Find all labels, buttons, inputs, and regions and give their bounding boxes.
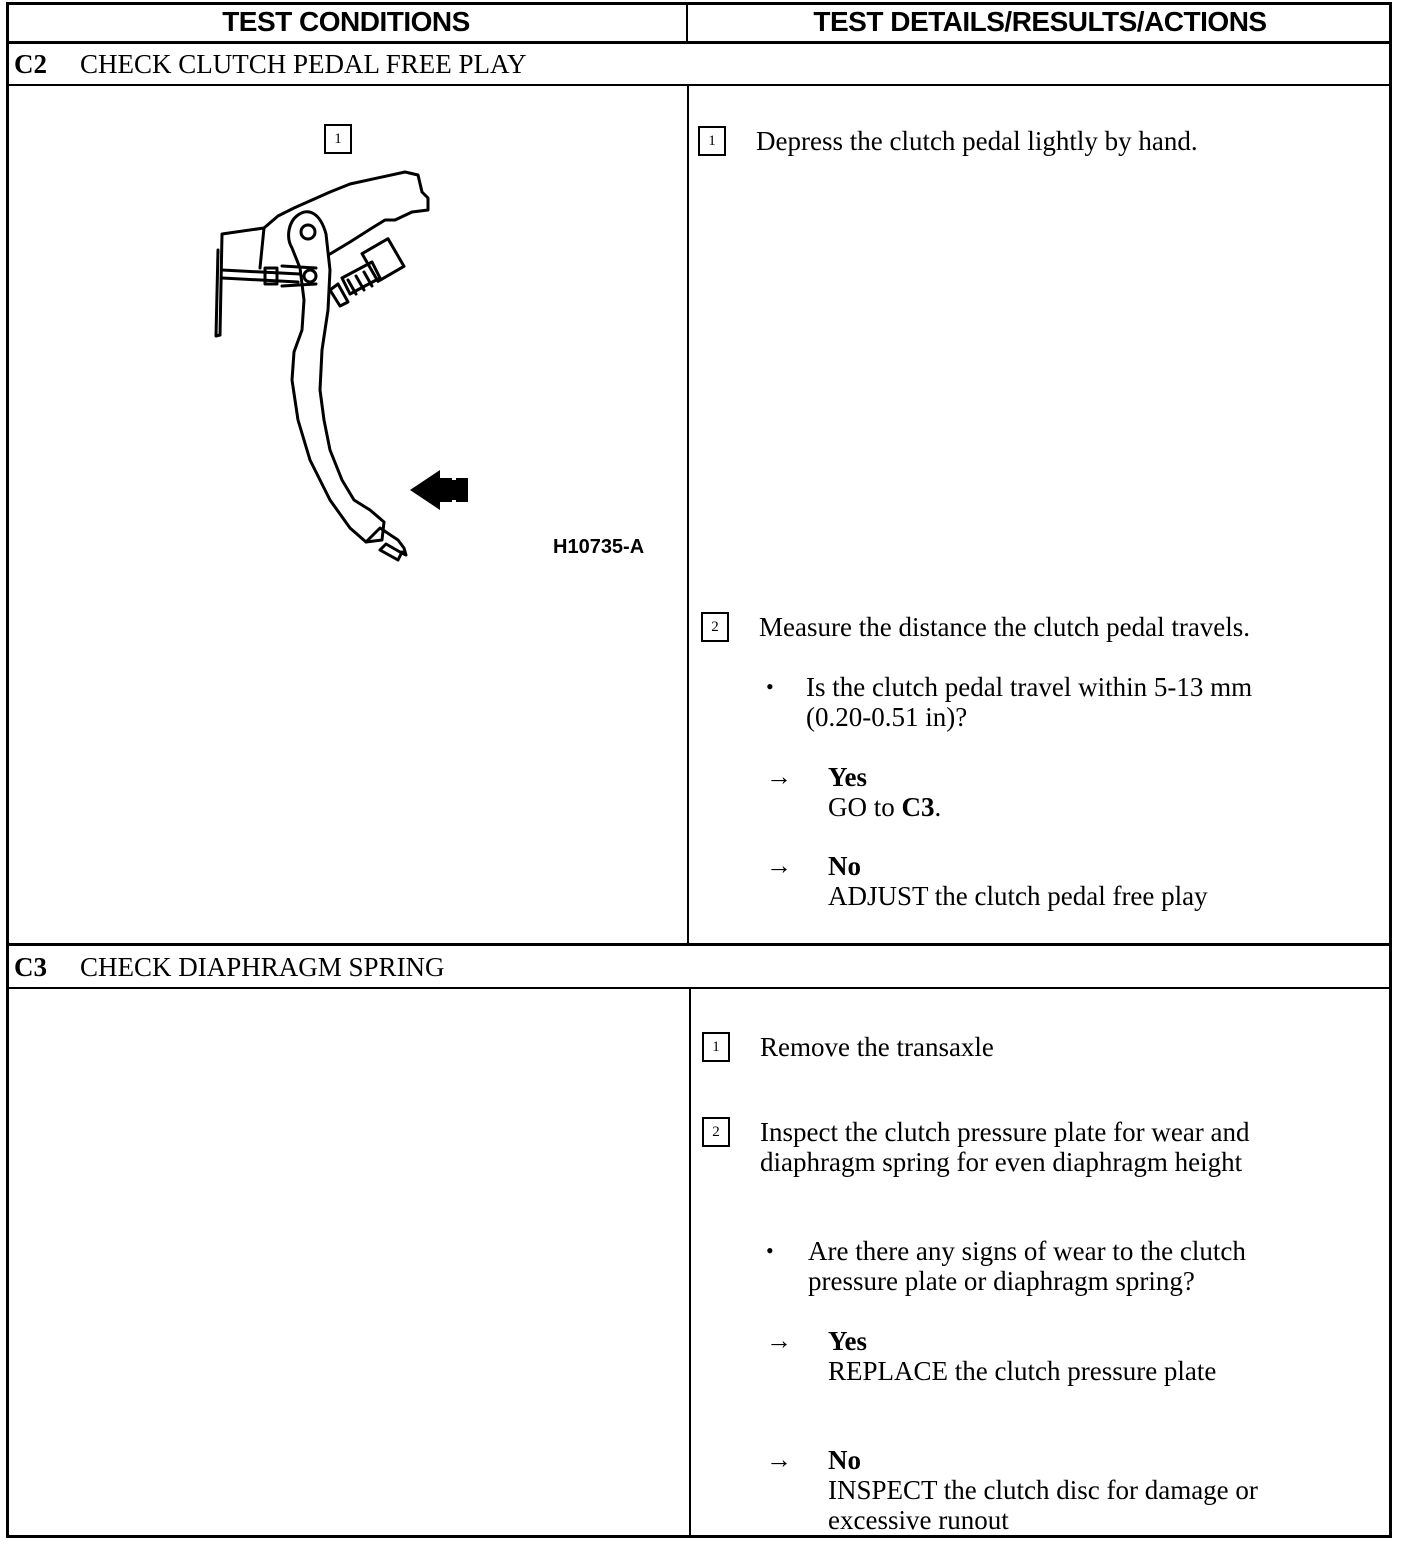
c2-yes-arrow: → <box>766 762 792 791</box>
c3-step-2-text: Inspect the clutch pressure plate for wear and diaphragm spring for even diaphragm height <box>760 1117 1250 1177</box>
c3-yes-arrow: → <box>766 1326 792 1355</box>
c3-no-label: No <box>828 1445 861 1475</box>
c3-no-action: INSPECT the clutch disc for damage or excessive runout <box>828 1475 1258 1535</box>
c3-question: Are there any signs of wear to the clutch pressure plate or diaphragm spring? <box>808 1236 1246 1296</box>
c2-no-answer <box>828 851 1368 911</box>
c2-no-action: ADJUST the clutch pedal free play <box>828 881 1208 911</box>
c3-column-divider <box>689 988 691 1538</box>
c3-section-title <box>14 947 445 987</box>
c3-yes-answer <box>828 1326 1368 1386</box>
c2-title-divider <box>6 84 1392 86</box>
c2-step-2-text: Measure the distance the clutch pedal travels. <box>759 612 1251 642</box>
c2-figure-step-box: 1 <box>324 124 352 154</box>
c2-code: C2 <box>14 49 47 79</box>
c2-yes-answer <box>828 762 1368 822</box>
c2-question: Is the clutch pedal travel within 5-13 mm (0.20-0.51 in)? <box>806 672 1253 732</box>
c2-title: CHECK CLUTCH PEDAL FREE PLAY <box>80 49 527 79</box>
c3-yes-action: REPLACE the clutch pressure plate <box>828 1356 1217 1386</box>
c2-yes-label: Yes <box>828 762 867 792</box>
c3-title: CHECK DIAPHRAGM SPRING <box>80 952 445 982</box>
c2-yes-action-ref: C3 <box>901 792 935 822</box>
c2-section-title <box>14 44 527 84</box>
header-test-conditions: TEST CONDITIONS <box>222 6 470 37</box>
c3-no-arrow: → <box>766 1445 792 1474</box>
c2-yes-action-suffix: . <box>934 792 942 822</box>
c2-step-1-box: 1 <box>698 126 726 156</box>
c2-figure-label: H10735-A <box>553 536 645 558</box>
c3-no-answer <box>828 1445 1328 1535</box>
c2-bottom-divider <box>6 943 1392 946</box>
c3-step-1-text: Remove the transaxle <box>760 1032 994 1062</box>
header-test-details: TEST DETAILS/RESULTS/ACTIONS <box>813 6 1267 37</box>
c2-question-bullet: • <box>766 674 774 699</box>
c3-question-bullet: • <box>766 1238 774 1263</box>
c2-step-2-box: 2 <box>701 612 729 642</box>
c3-step-1-box: 1 <box>702 1032 730 1062</box>
c3-step-2-box: 2 <box>702 1117 730 1147</box>
c3-code: C3 <box>14 952 47 982</box>
c2-no-label: No <box>828 851 861 881</box>
c2-step-1-text: Depress the clutch pedal lightly by hand. <box>756 126 1198 156</box>
c3-yes-label: Yes <box>828 1326 867 1356</box>
c2-no-arrow: → <box>766 851 792 880</box>
c3-title-divider <box>6 987 1392 989</box>
c2-column-divider <box>687 85 689 945</box>
c2-yes-action-prefix: GO to <box>828 792 902 822</box>
